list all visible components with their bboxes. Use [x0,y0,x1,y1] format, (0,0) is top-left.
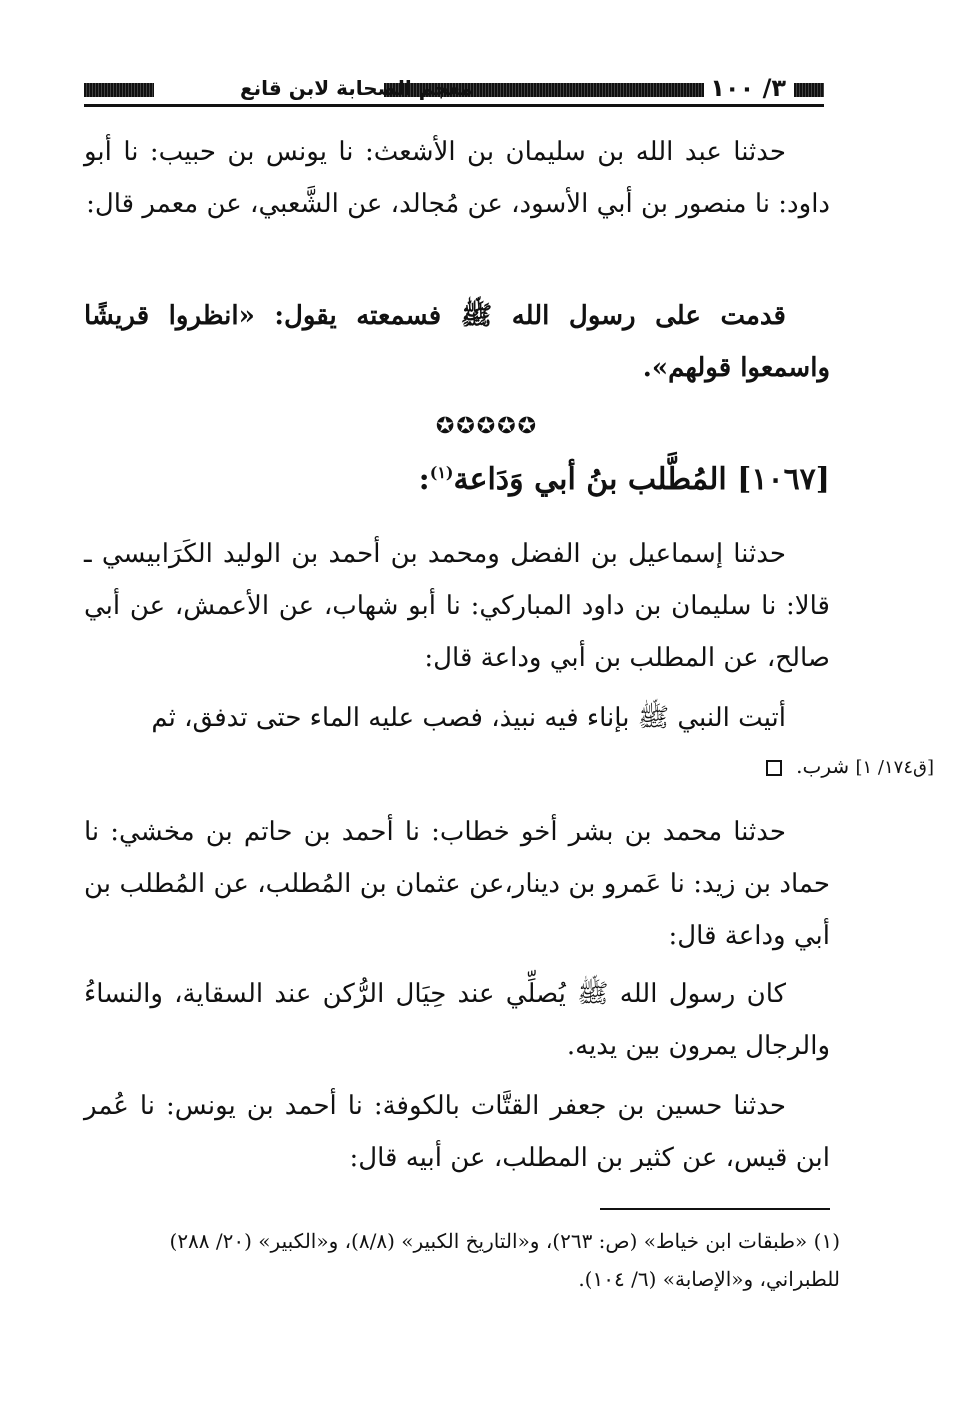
paragraph-text: كان رسول الله ﷺ يُصلِّي عند حِيَال الرُّكن عند السقاية، والنساءُ والرجال يمرون بين يديه. [84,979,830,1061]
paragraph-isnad-4 [84,1080,830,1184]
book-title: معجم الصحابة لابن قانع [240,76,473,100]
manuscript-continuation [766,754,934,778]
section-separator: ✪✪✪✪✪ [435,414,539,439]
entry-heading [419,462,830,497]
header-rule [84,104,824,107]
paragraph-isnad-3 [84,806,830,962]
paragraph-text: أتيت النبي ﷺ بإناء فيه نبيذ، فصب عليه الماء حتى تدفق، ثم [151,703,786,733]
entry-number: [١٠٦٧] [737,462,830,497]
paragraph-text: قدمت على رسول الله ﷺ فسمعته يقول: «انظروا قريشًا واسمعوا قولهم». [84,301,830,383]
page-number: ٣/ ١٠٠ [710,74,786,102]
manuscript-folio-ref: [ق١٧٤/ ١] [855,757,934,778]
entry-name: المُطَّلب بنُ أبي وَدَاعة [453,462,727,497]
paragraph-hadith-1 [84,290,830,394]
paragraph-hadith-2 [84,692,830,744]
paragraph-text: حدثنا عبد الله بن سليمان بن الأشعث: نا يونس بن حبيب: نا أبو داود: نا منصور بن أبي الأسود، عن مُجالد، عن الشَّعبي، عن معمر قال: [84,137,830,219]
paragraph-isnad-2 [84,528,830,684]
paragraph-text: حدثنا حسين بن جعفر القتَّات بالكوفة: نا أحمد بن يونس: نا عُمر ابن قيس، عن كثير بن المطلب، عن أبيه قال: [84,1091,830,1173]
paragraph-text: حدثنا إسماعيل بن الفضل ومحمد بن أحمد بن الوليد الكَرَابيسي ـ قالا: نا سليمان بن داود المباركي: نا أبو شهاب، عن الأعمش، عن أبي صالح، عن المطلب بن أبي وداعة قال: [84,539,830,673]
entry-suffix: : [418,462,430,497]
paragraph-isnad-1 [84,126,830,230]
paragraph-text: حدثنا محمد بن بشر أخو خطاب: نا أحمد بن حاتم بن مخشي: نا حماد بن زيد: نا عَمرو بن دينار،عن عثمان بن المُطلب، عن المُطلب بن أبي وداعة قال: [84,817,830,951]
footnote-reference: (١) [429,463,454,482]
header-ornament-bar [84,83,154,97]
header-ornament-bar [794,83,824,97]
footnote-rule [600,1208,830,1210]
paragraph-hadith-3 [84,968,830,1072]
end-square-icon [766,760,782,776]
continuation-text: شرب. [796,754,850,778]
footnote: (١) «طبقات ابن خياط» (ص: ٢٦٣)، و«التاريخ الكبير» (٨/٨)، و«الكبير» (٢٠/ ٢٨٨) للطبراني، و«الإصابة» (٦/ ١٠٤). [169,1229,840,1291]
page-header [84,70,824,110]
